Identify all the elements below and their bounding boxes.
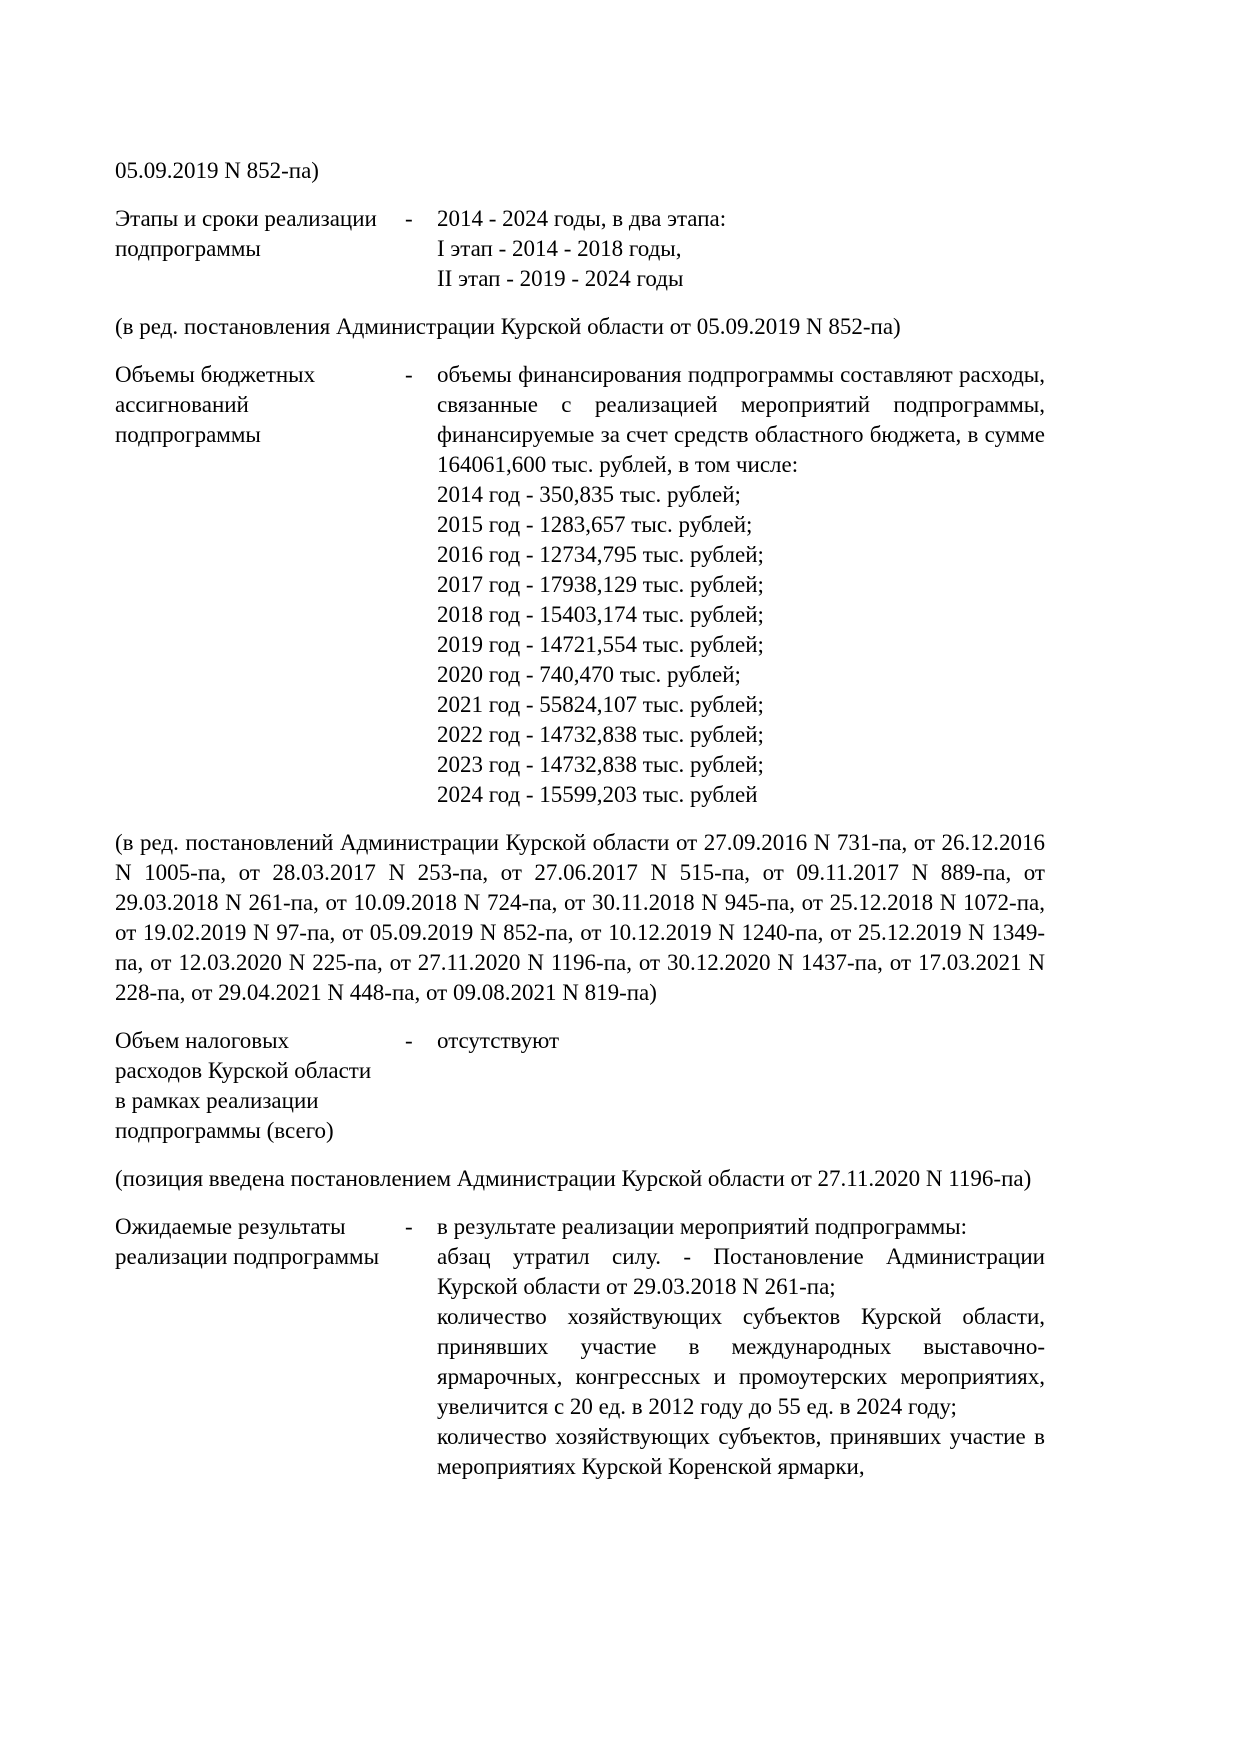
label-line: подпрограммы: [115, 236, 261, 261]
budget-year-line: 2014 год - 350,835 тыс. рублей;: [437, 482, 741, 507]
budget-year-line: 2022 год - 14732,838 тыс. рублей;: [437, 722, 764, 747]
label-line: в рамках реализации: [115, 1088, 319, 1113]
value-line: отсутствуют: [437, 1028, 560, 1053]
results-paragraph: количество хозяйствующих субъектов Курской области, принявших участие в международных выставочно-ярмарочных, конгрессных и промоутерских мероприятиях, увеличится с 20 ед. в 2012 году до 55 ед. в 2024 году;: [437, 1304, 1045, 1419]
results-paragraph: абзац утратил силу. - Постановление Администрации Курской области от 29.03.2018 N 261-па;: [437, 1244, 1045, 1299]
budget-intro-paragraph: объемы финансирования подпрограммы составляют расходы, связанные с реализацией мероприятий подпрограммы, финансируемые за счет средств областного бюджета, в сумме 164061,600 тыс. рублей, в том числе:: [437, 362, 1045, 477]
budget-year-line: 2019 год - 14721,554 тыс. рублей;: [437, 632, 764, 657]
budget-year-line: 2023 год - 14732,838 тыс. рублей;: [437, 752, 764, 777]
amendment-note-2: (в ред. постановлений Администрации Курской области от 27.09.2016 N 731-па, от 26.12.2016 N 1005-па, от 28.03.2017 N 253-па, от 27.06.2017 N 515-па, от 09.11.2017 N 889-па, от 29.03.2018 N 261-па, от 10.09.2018 N 724-па, от 30.11.2018 N 945-па, от 25.12.2018 N 1072-па, от 19.02.2019 N 97-па, от 05.09.2019 N 852-па, от 10.12.2019 N 1240-па, от 25.12.2019 N 1349-па, от 12.03.2020 N 225-па, от 27.11.2020 N 1196-па, от 30.12.2020 N 1437-па, от 17.03.2021 N 228-па, от 29.04.2021 N 448-па, от 09.08.2021 N 819-па): [115, 830, 1045, 1005]
budget-year-line: 2021 год - 55824,107 тыс. рублей;: [437, 692, 764, 717]
row-budget-label: [115, 360, 385, 810]
value-line: I этап - 2014 - 2018 годы,: [437, 236, 682, 261]
budget-year-line: 2018 год - 15403,174 тыс. рублей;: [437, 602, 764, 627]
dash-separator: -: [405, 1214, 413, 1239]
budget-year-line: 2016 год - 12734,795 тыс. рублей;: [437, 542, 764, 567]
budget-year-line: 2017 год - 17938,129 тыс. рублей;: [437, 572, 764, 597]
value-line: II этап - 2019 - 2024 годы: [437, 266, 684, 291]
amendment-note-1: (в ред. постановления Администрации Курской области от 05.09.2019 N 852-па): [115, 314, 901, 339]
results-paragraph: в результате реализации мероприятий подпрограммы:: [437, 1214, 968, 1239]
row-expected-results-value: [437, 1212, 1045, 1482]
results-paragraph: количество хозяйствующих субъектов, принявших участие в мероприятиях Курской Коренской ярмарки,: [437, 1424, 1045, 1479]
label-line: Этапы и сроки реализации: [115, 206, 377, 231]
dash-separator: -: [405, 206, 413, 231]
dash-separator: -: [405, 362, 413, 387]
row-tax-expenses-label: [115, 1026, 385, 1146]
continuation-text: 05.09.2019 N 852-па): [115, 158, 319, 183]
dash-separator: -: [405, 1028, 413, 1053]
row-budget-value: [437, 360, 1045, 810]
row-expected-results-label: [115, 1212, 385, 1482]
label-line: ассигнований: [115, 392, 249, 417]
label-line: Объем налоговых: [115, 1028, 290, 1053]
amendment-note-3: (позиция введена постановлением Администрации Курской области от 27.11.2020 N 1196-па): [115, 1166, 1032, 1191]
label-line: расходов Курской области: [115, 1058, 372, 1083]
row-tax-expenses: [115, 1026, 1045, 1146]
label-line: Ожидаемые результаты: [115, 1214, 346, 1239]
value-line: 2014 - 2024 годы, в два этапа:: [437, 206, 727, 231]
row-expected-results: [115, 1212, 1045, 1482]
row-budget: [115, 360, 1045, 810]
label-line: подпрограммы (всего): [115, 1118, 334, 1143]
budget-year-line: 2024 год - 15599,203 тыс. рублей: [437, 782, 758, 807]
budget-year-line: 2015 год - 1283,657 тыс. рублей;: [437, 512, 753, 537]
label-line: реализации подпрограммы: [115, 1244, 380, 1269]
budget-year-line: 2020 год - 740,470 тыс. рублей;: [437, 662, 741, 687]
label-line: Объемы бюджетных: [115, 362, 316, 387]
row-stages-value: [437, 204, 1045, 294]
row-tax-expenses-value: [437, 1026, 1045, 1146]
row-stages-label: [115, 204, 385, 294]
label-line: подпрограммы: [115, 422, 261, 447]
row-stages: [115, 204, 1045, 294]
